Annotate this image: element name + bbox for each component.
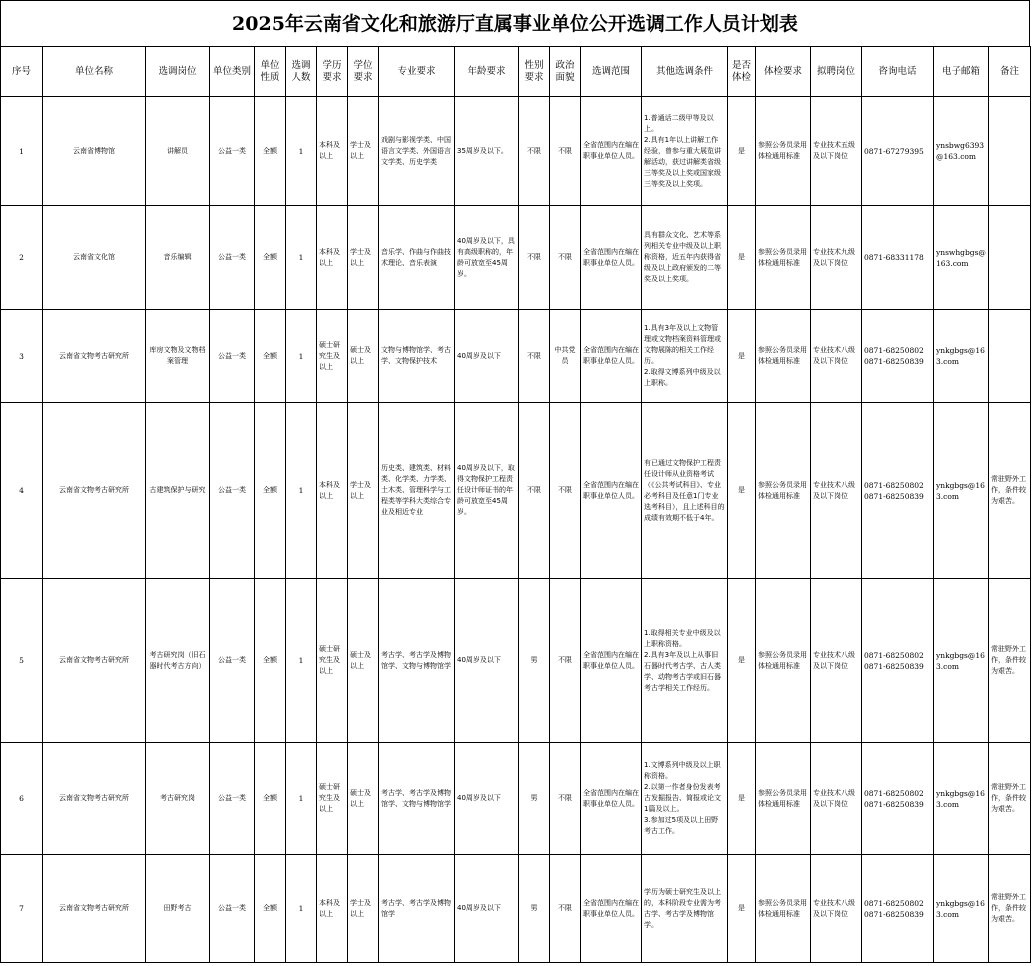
cell-note: 常驻野外工作，条件较为艰苦。 xyxy=(989,855,1031,963)
cell-hire: 专业技术八级及以下岗位 xyxy=(811,310,862,403)
cell-post: 考古研究岗 xyxy=(146,743,210,855)
cell-age: 40周岁及以下 xyxy=(455,855,519,963)
cell-exam: 是 xyxy=(728,743,756,855)
cell-count: 1 xyxy=(286,579,317,743)
cell-phone: 0871-67279395 xyxy=(862,97,934,206)
header-cell: 专业要求 xyxy=(379,47,455,97)
cell-email: ynkgbgs@163.com xyxy=(934,579,989,743)
cell-email: ynswhgbgs@163.com xyxy=(934,206,989,310)
cell-gender: 不限 xyxy=(519,310,550,403)
table-row xyxy=(1,403,1031,579)
header-cell: 学历要求 xyxy=(317,47,348,97)
cell-edu: 本科及以上 xyxy=(317,206,348,310)
cell-exam-req: 参照公务员录用体检通用标准 xyxy=(756,97,811,206)
cell-nature: 全额 xyxy=(255,743,286,855)
cell-no: 3 xyxy=(1,310,43,403)
cell-other: 具有群众文化、艺术等系列相关专业中级及以上职称资格，近五年内获得省级及以上政府颁发的二等奖及以上奖项。 xyxy=(642,206,728,310)
table-row xyxy=(1,579,1031,743)
cell-scope: 全省范围内在编在职事业单位人员。 xyxy=(581,403,642,579)
header-cell: 序号 xyxy=(1,47,43,97)
cell-unit: 云南省文物考古研究所 xyxy=(43,743,146,855)
cell-exam-req: 参照公务员录用体检通用标准 xyxy=(756,206,811,310)
cell-major: 文物与博物馆学、考古学、文物保护技术 xyxy=(379,310,455,403)
cell-no: 4 xyxy=(1,403,43,579)
header-cell: 年龄要求 xyxy=(455,47,519,97)
cell-edu: 本科及以上 xyxy=(317,97,348,206)
cell-exam: 是 xyxy=(728,855,756,963)
cell-major: 考古学、考古学及博物馆学、文物与博物馆学 xyxy=(379,743,455,855)
cell-degree: 硕士及以上 xyxy=(348,743,379,855)
cell-hire: 专业技术八级及以下岗位 xyxy=(811,579,862,743)
cell-age: 40周岁及以下 xyxy=(455,743,519,855)
cell-count: 1 xyxy=(286,743,317,855)
cell-unit: 云南省博物馆 xyxy=(43,97,146,206)
cell-count: 1 xyxy=(286,403,317,579)
cell-phone: 0871-68250802 0871-68250839 xyxy=(862,403,934,579)
cell-nature: 全额 xyxy=(255,97,286,206)
cell-category: 公益一类 xyxy=(210,855,255,963)
cell-major: 考古学、考古学及博物馆学、文物与博物馆学 xyxy=(379,579,455,743)
cell-politics: 不限 xyxy=(550,403,581,579)
cell-note: 常驻野外工作，条件较为艰苦。 xyxy=(989,743,1031,855)
cell-scope: 全省范围内在编在职事业单位人员。 xyxy=(581,310,642,403)
cell-edu: 本科及以上 xyxy=(317,403,348,579)
cell-phone: 0871-68250802 0871-68250839 xyxy=(862,579,934,743)
cell-degree: 学士及以上 xyxy=(348,206,379,310)
cell-phone: 0871-68250802 0871-68250839 xyxy=(862,855,934,963)
cell-politics: 不限 xyxy=(550,743,581,855)
cell-nature: 全额 xyxy=(255,579,286,743)
cell-exam-req: 参照公务员录用体检通用标准 xyxy=(756,855,811,963)
cell-email: ynkgbgs@163.com xyxy=(934,743,989,855)
page-title: 2025年云南省文化和旅游厅直属事业单位公开选调工作人员计划表 xyxy=(0,0,1030,46)
cell-category: 公益一类 xyxy=(210,743,255,855)
cell-hire: 专业技术五级及以下岗位 xyxy=(811,97,862,206)
cell-note xyxy=(989,97,1031,206)
cell-other: 1.具有3年及以上文物管理或文物档案资料管理或文物展陈的相关工作经历。 2.取得文博系列中级及以上职称。 xyxy=(642,310,728,403)
cell-category: 公益一类 xyxy=(210,403,255,579)
cell-politics: 中共党员 xyxy=(550,310,581,403)
cell-other: 1.文博系列中级及以上职称资格。 2.以第一作者身份发表考古发掘报告、简报或论文1篇及以上。 3.参加过5项及以上田野考古工作。 xyxy=(642,743,728,855)
cell-category: 公益一类 xyxy=(210,206,255,310)
header-cell: 咨询电话 xyxy=(862,47,934,97)
cell-scope: 全省范围内在编在职事业单位人员。 xyxy=(581,855,642,963)
cell-degree: 硕士及以上 xyxy=(348,579,379,743)
cell-count: 1 xyxy=(286,855,317,963)
cell-hire: 专业技术八级及以下岗位 xyxy=(811,743,862,855)
header-cell: 是否体检 xyxy=(728,47,756,97)
header-cell: 性别要求 xyxy=(519,47,550,97)
cell-count: 1 xyxy=(286,97,317,206)
cell-no: 6 xyxy=(1,743,43,855)
cell-edu: 硕士研究生及以上 xyxy=(317,579,348,743)
header-cell: 单位名称 xyxy=(43,47,146,97)
cell-post: 音乐编辑 xyxy=(146,206,210,310)
cell-category: 公益一类 xyxy=(210,579,255,743)
cell-nature: 全额 xyxy=(255,403,286,579)
header-cell: 学位要求 xyxy=(348,47,379,97)
table-row xyxy=(1,206,1031,310)
cell-degree: 学士及以上 xyxy=(348,855,379,963)
cell-exam: 是 xyxy=(728,579,756,743)
cell-phone: 0871-68250802 0871-68250839 xyxy=(862,310,934,403)
cell-gender: 男 xyxy=(519,579,550,743)
cell-unit: 云南省文物考古研究所 xyxy=(43,403,146,579)
cell-other: 1.取得相关专业中级及以上职称资格。 2.具有3年及以上从事旧石器时代考古学、古人类学、动物考古学或旧石器考古学相关工作经历。 xyxy=(642,579,728,743)
cell-degree: 硕士及以上 xyxy=(348,310,379,403)
cell-count: 1 xyxy=(286,310,317,403)
table-row xyxy=(1,310,1031,403)
cell-other: 学历为硕士研究生及以上的，本科阶段专业需为考古学、考古学及博物馆学。 xyxy=(642,855,728,963)
header-row xyxy=(1,47,1031,97)
cell-note: 常驻野外工作，条件较为艰苦。 xyxy=(989,403,1031,579)
cell-scope: 全省范围内在编在职事业单位人员。 xyxy=(581,579,642,743)
cell-gender: 男 xyxy=(519,743,550,855)
cell-exam-req: 参照公务员录用体检通用标准 xyxy=(756,743,811,855)
cell-hire: 专业技术九级及以下岗位 xyxy=(811,206,862,310)
cell-email: ynkgbgs@163.com xyxy=(934,855,989,963)
cell-category: 公益一类 xyxy=(210,310,255,403)
cell-unit: 云南省文物考古研究所 xyxy=(43,579,146,743)
cell-other: 1.普通话二级甲等及以上。 2.具有1年以上讲解工作经验，曾参与重大展览讲解活动，获过讲解类省级三等奖及以上奖或国家级三等奖及以上奖项。 xyxy=(642,97,728,206)
cell-gender: 不限 xyxy=(519,403,550,579)
cell-gender: 男 xyxy=(519,855,550,963)
cell-unit: 云南省文物考古研究所 xyxy=(43,310,146,403)
cell-nature: 全额 xyxy=(255,206,286,310)
cell-post: 古建筑保护与研究 xyxy=(146,403,210,579)
cell-post: 田野考古 xyxy=(146,855,210,963)
cell-hire: 专业技术八级及以下岗位 xyxy=(811,855,862,963)
cell-nature: 全额 xyxy=(255,310,286,403)
header-cell: 拟聘岗位 xyxy=(811,47,862,97)
cell-degree: 学士及以上 xyxy=(348,403,379,579)
cell-hire: 专业技术八级及以下岗位 xyxy=(811,403,862,579)
cell-edu: 硕士研究生及以上 xyxy=(317,743,348,855)
header-cell: 单位类别 xyxy=(210,47,255,97)
cell-no: 7 xyxy=(1,855,43,963)
header-cell: 选调岗位 xyxy=(146,47,210,97)
cell-age: 35周岁及以下。 xyxy=(455,97,519,206)
cell-degree: 学士及以上 xyxy=(348,97,379,206)
table-row xyxy=(1,855,1031,963)
cell-exam: 是 xyxy=(728,206,756,310)
cell-unit: 云南省文物考古研究所 xyxy=(43,855,146,963)
cell-age: 40周岁及以下，取得文物保护工程责任设计师证书的年龄可放宽至45周岁。 xyxy=(455,403,519,579)
cell-no: 5 xyxy=(1,579,43,743)
cell-scope: 全省范围内在编在职事业单位人员。 xyxy=(581,206,642,310)
cell-no: 1 xyxy=(1,97,43,206)
recruitment-table xyxy=(0,46,1031,963)
cell-age: 40周岁及以下 xyxy=(455,579,519,743)
cell-post: 考古研究岗（旧石器时代考古方向） xyxy=(146,579,210,743)
cell-age: 40周岁及以下 xyxy=(455,310,519,403)
cell-major: 考古学、考古学及博物馆学 xyxy=(379,855,455,963)
cell-nature: 全额 xyxy=(255,855,286,963)
cell-category: 公益一类 xyxy=(210,97,255,206)
cell-edu: 硕士研究生及以上 xyxy=(317,310,348,403)
cell-politics: 不限 xyxy=(550,206,581,310)
cell-other: 有已通过文物保护工程责任设计师从业资格考试（《公共考试科目》、专业必考科目及任意1门专业选考科目），且上述科目的成绩有效期不低于4年。 xyxy=(642,403,728,579)
cell-scope: 全省范围内在编在职事业单位人员。 xyxy=(581,97,642,206)
cell-email: ynsbwg6393@163.com xyxy=(934,97,989,206)
header-cell: 备注 xyxy=(989,47,1031,97)
header-cell: 体检要求 xyxy=(756,47,811,97)
cell-no: 2 xyxy=(1,206,43,310)
header-cell: 选调人数 xyxy=(286,47,317,97)
cell-major: 戏剧与影视学类、中国语言文学类、外国语言文学类、历史学类 xyxy=(379,97,455,206)
cell-post: 库房文物及文物档案管理 xyxy=(146,310,210,403)
cell-major: 历史类、建筑类、材料类、化学类、力学类、土木类、管理科学与工程类等学科大类综合专业及相近专业 xyxy=(379,403,455,579)
header-cell: 选调范围 xyxy=(581,47,642,97)
cell-count: 1 xyxy=(286,206,317,310)
cell-email: ynkgbgs@163.com xyxy=(934,310,989,403)
cell-note xyxy=(989,310,1031,403)
cell-major: 音乐学、作曲与作曲技术理论、音乐表演 xyxy=(379,206,455,310)
cell-edu: 本科及以上 xyxy=(317,855,348,963)
cell-gender: 不限 xyxy=(519,97,550,206)
cell-exam-req: 参照公务员录用体检通用标准 xyxy=(756,579,811,743)
cell-note xyxy=(989,206,1031,310)
cell-email: ynkgbgs@163.com xyxy=(934,403,989,579)
cell-exam: 是 xyxy=(728,97,756,206)
cell-post: 讲解员 xyxy=(146,97,210,206)
header-cell: 其他选调条件 xyxy=(642,47,728,97)
table-row xyxy=(1,97,1031,206)
cell-phone: 0871-68331178 xyxy=(862,206,934,310)
cell-exam-req: 参照公务员录用体检通用标准 xyxy=(756,310,811,403)
cell-politics: 不限 xyxy=(550,97,581,206)
cell-exam: 是 xyxy=(728,310,756,403)
cell-politics: 不限 xyxy=(550,855,581,963)
header-cell: 单位性质 xyxy=(255,47,286,97)
cell-exam: 是 xyxy=(728,403,756,579)
cell-exam-req: 参照公务员录用体检通用标准 xyxy=(756,403,811,579)
table-row xyxy=(1,743,1031,855)
cell-scope: 全省范围内在编在职事业单位人员。 xyxy=(581,743,642,855)
cell-phone: 0871-68250802 0871-68250839 xyxy=(862,743,934,855)
cell-politics: 不限 xyxy=(550,579,581,743)
cell-unit: 云南省文化馆 xyxy=(43,206,146,310)
table-body xyxy=(1,97,1031,963)
cell-gender: 不限 xyxy=(519,206,550,310)
header-cell: 政治面貌 xyxy=(550,47,581,97)
header-cell: 电子邮箱 xyxy=(934,47,989,97)
cell-age: 40周岁及以下，具有高级职称的，年龄可放宽至45周岁。 xyxy=(455,206,519,310)
cell-note: 常驻野外工作，条件较为艰苦。 xyxy=(989,579,1031,743)
